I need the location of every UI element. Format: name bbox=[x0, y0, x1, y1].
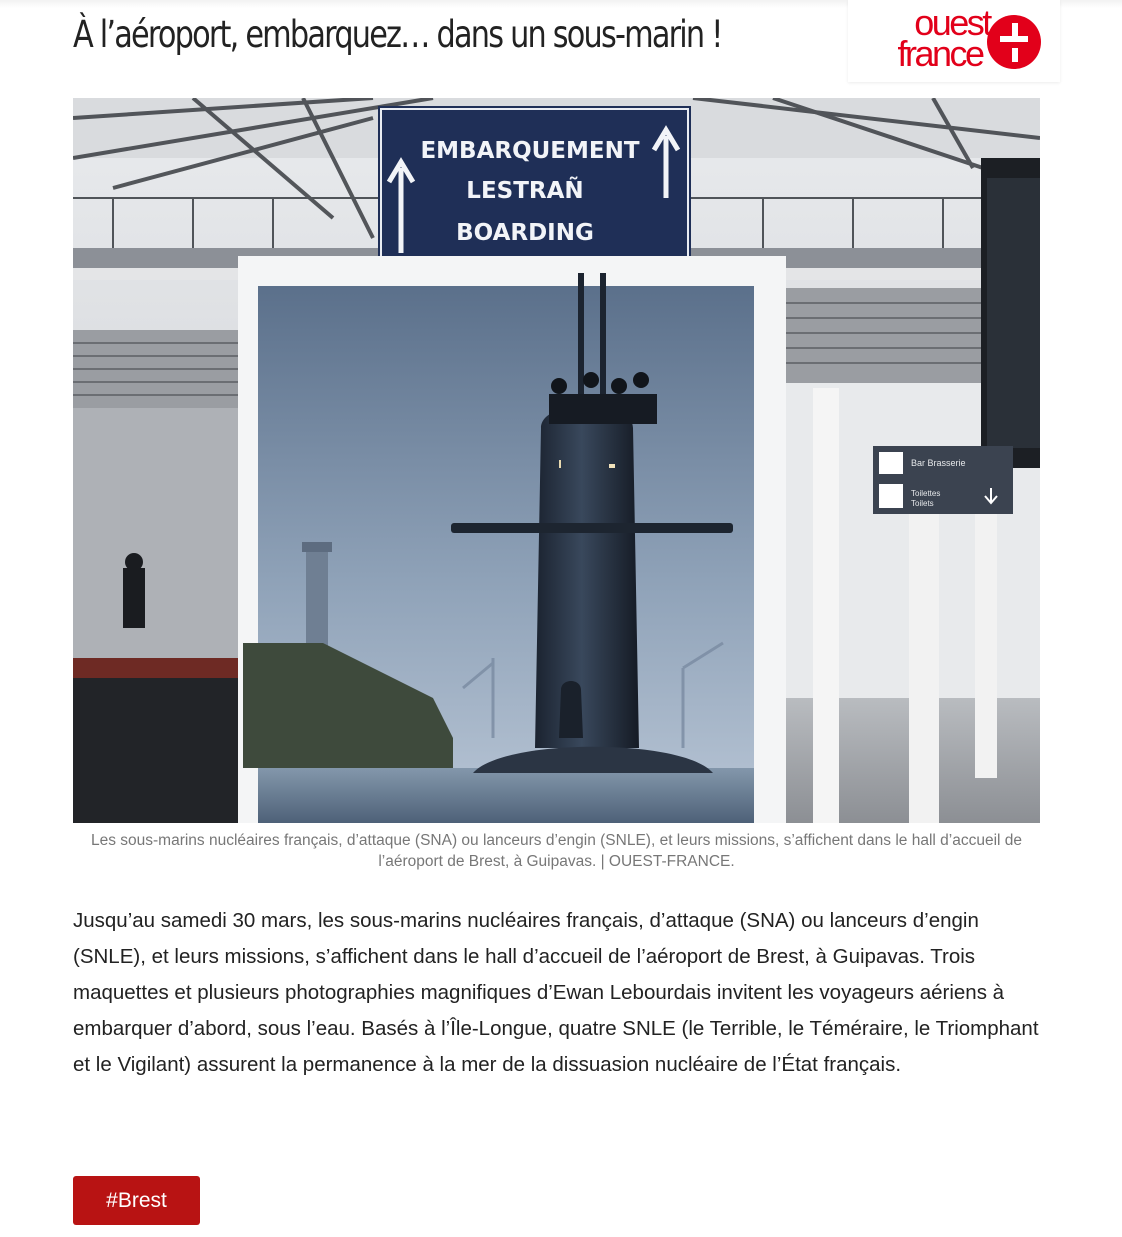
boarding-sign bbox=[378, 106, 691, 263]
svg-text:ouest: ouest bbox=[914, 2, 990, 43]
svg-text:EMBARQUEMENT: EMBARQUEMENT bbox=[420, 138, 640, 164]
svg-text:Bar Brasserie: Bar Brasserie bbox=[911, 458, 966, 468]
bar-toilets-sign bbox=[873, 446, 1013, 514]
article-photo bbox=[73, 98, 1040, 823]
svg-text:Toilettes: Toilettes bbox=[911, 489, 941, 498]
article-title: À l’aéroport, embarquez… dans un sous-marin ! bbox=[73, 13, 722, 56]
article-body: Jusqu’au samedi 30 mars, les sous-marins nucléaires français, d’attaque (SNA) ou lanceurs d’engin (SNLE), et leurs missions, s’affichent dans le hall d’accueil de l’aéroport de Brest, à Guipavas. Trois maquettes et plusieurs photographies magnifiques d’Ewan Lebourdais invitent les voyageurs aériens à embarquer d’abord, sous l’eau. Basés à l’Île-Longue, quatre SNLE (le Terrible, le Téméraire, le Triomphant et le Vigilant) assurent la permanence à la mer de la dissuasion nucléaire de l’État français. bbox=[73, 909, 1039, 1076]
svg-text:Toilets: Toilets bbox=[911, 499, 934, 508]
ouest-france-logo[interactable] bbox=[848, 0, 1060, 82]
svg-text:france: france bbox=[897, 33, 983, 74]
submarine-poster bbox=[238, 256, 786, 823]
svg-text:BOARDING: BOARDING bbox=[456, 220, 594, 246]
photo-caption: Les sous-marins nucléaires français, d’attaque (SNA) ou lanceurs d’engin (SNLE), et leurs missions, s’affichent dans le hall d’accueil de l’aéroport de Brest, à Guipavas. | OUEST-FRANCE. bbox=[90, 832, 1023, 870]
svg-text:LESTRAÑ: LESTRAÑ bbox=[466, 178, 584, 204]
tag-brest-button[interactable]: #Brest bbox=[73, 1176, 200, 1225]
ouest-france-emblem-icon bbox=[987, 15, 1041, 69]
